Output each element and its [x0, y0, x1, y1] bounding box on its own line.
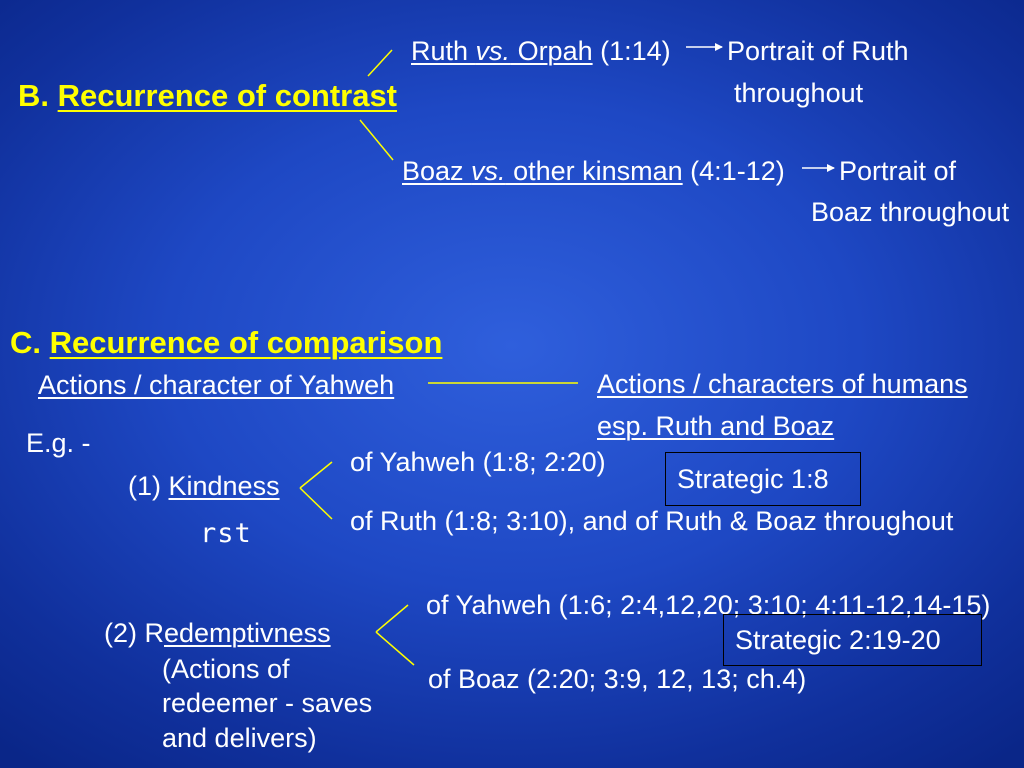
contrast-ruth-vs: vs. — [475, 36, 511, 66]
section-c-heading — [10, 327, 442, 358]
section-c-title: Recurrence of comparison — [49, 325, 443, 360]
portrait-ruth-line1: Portrait of Ruth — [727, 36, 909, 66]
redemption-of-boaz: of Boaz (2:20; 3:9, 12, 13; ch.4) — [428, 664, 807, 694]
section-b-title: Recurrence of contrast — [57, 78, 398, 113]
contrast-boaz-name2: other kinsman — [505, 156, 683, 186]
contrast-ruth-names — [411, 36, 593, 66]
strategic-box-1 — [665, 452, 861, 506]
redeemer-desc-line2: redeemer - saves — [162, 688, 373, 718]
portrait-boaz-line1: Portrait of — [839, 156, 957, 186]
contrast-ruth-name1: Ruth — [411, 36, 476, 66]
redemption-of-yahweh: of Yahweh (1:6; 2:4,12,20; 3:10; 4:11-12,14-15) — [426, 590, 991, 620]
branch-line-kindness-lower — [300, 488, 332, 519]
branch-line-b-lower — [360, 120, 393, 160]
kindness-of-yahweh: of Yahweh (1:8; 2:20) — [350, 447, 606, 477]
branch-line-kindness-upper — [300, 462, 332, 488]
contrast-ruth-name2: Orpah — [510, 36, 593, 66]
redeemer-desc-line1: (Actions of — [162, 654, 290, 684]
redemptiveness-prefix: (2) R — [104, 618, 164, 648]
strategic-label-2: Strategic 2:19-20 — [735, 625, 941, 655]
portrait-boaz-line2: Boaz throughout — [811, 197, 1010, 227]
contrast-ruth-orpah — [411, 38, 671, 65]
contrast-boaz-ref: (4:1-12) — [690, 156, 785, 186]
contrast-boaz-name1: Boaz — [402, 156, 472, 186]
yahweh-actions-label: Actions / character of Yahweh — [38, 370, 395, 400]
branch-line-redemption-lower — [376, 632, 414, 665]
contrast-boaz-vs: vs. — [471, 156, 506, 186]
contrast-boaz-names — [402, 156, 683, 186]
contrast-ruth-ref: (1:14) — [600, 36, 671, 66]
strategic-label-1: Strategic 1:8 — [677, 464, 829, 494]
section-b-letter: B. — [18, 78, 49, 113]
portrait-ruth-line2: throughout — [734, 78, 864, 108]
redeemer-desc-line3: and delivers) — [162, 723, 317, 753]
contrast-boaz-kinsman — [402, 158, 785, 185]
example-label: E.g. - — [26, 428, 91, 458]
human-actions-line2: esp. Ruth and Boaz — [597, 411, 835, 441]
kindness-of-ruth: of Ruth (1:8; 3:10), and of Ruth & Boaz throughout — [350, 506, 954, 536]
kindness-prefix: (1) — [128, 471, 169, 501]
strategic-box-2 — [723, 614, 982, 666]
kindness-label: Kindness — [168, 471, 280, 501]
hebrew-term: rst — [200, 518, 252, 549]
branch-line-redemption-upper — [376, 605, 408, 632]
redemptiveness-label: edemptivness — [164, 618, 331, 648]
human-actions-line1: Actions / characters of humans — [597, 369, 968, 399]
redemptiveness-item — [104, 620, 331, 647]
section-c-letter: C. — [10, 325, 41, 360]
branch-line-b-upper — [368, 50, 392, 76]
section-b-heading — [18, 80, 397, 111]
kindness-item — [128, 473, 280, 500]
